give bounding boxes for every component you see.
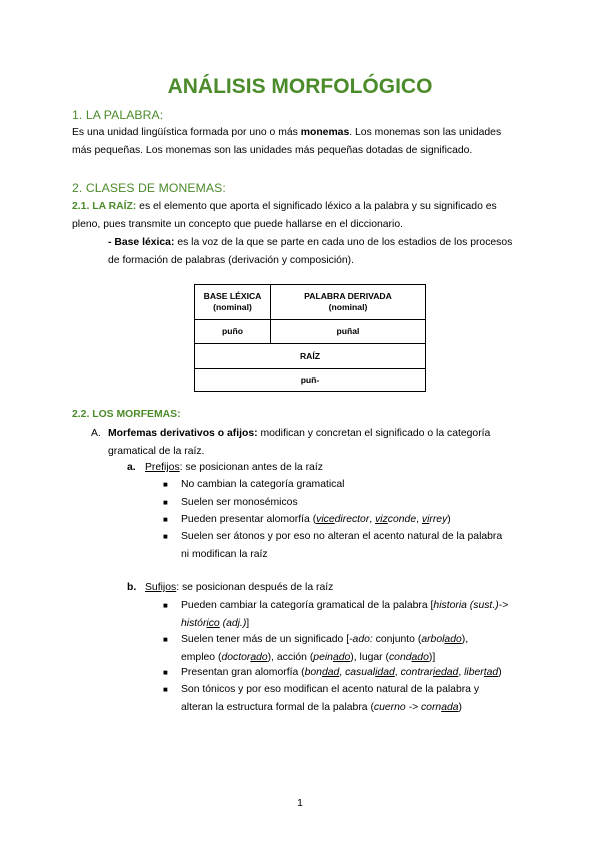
square-bullet-icon: ■ <box>163 515 168 524</box>
sufijo-item-2: Suelen tener más de un significado [-ado: conjunto (arbolado), empleo (doctorado), acción (peinado), lugar (condado)] <box>181 634 469 663</box>
sufijos-definition: Sufijos: se posicionan después de la raíz <box>145 582 334 593</box>
square-bullet-icon: ■ <box>163 498 168 507</box>
page-number: 1 <box>297 798 303 809</box>
base-lexica-definition: - Base léxica: es la voz de la que se parte en cada uno de los estadios de los procesos de formación de palabras (derivación y composición). <box>108 237 513 266</box>
prefijo-item-3: Pueden presentar alomorfía (vicedirector, vizconde, virrey) <box>181 514 451 525</box>
table-cell-punal: puñal <box>271 320 426 344</box>
afijos-definition: Morfemas derivativos o afijos: modifican y concretan el significado o la categoría gramatical de la raíz. <box>108 428 491 457</box>
sufijo-item-4: Son tónicos y por eso modifican el acento natural de la palabra y alteran la estructura formal de la palabra (cuerno -> cornada) <box>181 684 480 713</box>
morfemas-heading: 2.2. LOS MORFEMAS: <box>72 409 181 420</box>
list-marker-a: a. <box>127 462 136 473</box>
table-cell-root: puñ- <box>195 369 426 392</box>
table-header-base: BASE LÉXICA (nominal) <box>195 285 271 320</box>
prefijo-item-2: Suelen ser monosémicos <box>181 497 298 508</box>
section-heading-clases: 2. CLASES DE MONEMAS: <box>72 181 226 195</box>
lexical-table <box>194 284 426 392</box>
section-heading-palabra: 1. LA PALABRA: <box>72 108 164 122</box>
raiz-definition: 2.1. LA RAÍZ: es el elemento que aporta el significado léxico a la palabra y su significado es pleno, pues transmite un concepto que puede hallarse en el diccionario. <box>72 201 497 230</box>
table-header-derivada: PALABRA DERIVADA (nominal) <box>271 285 426 320</box>
palabra-definition: Es una unidad lingüística formada por uno o más monemas. Los monemas son las unidades más pequeñas. Los monemas son las unidades más pequeñas dotadas de significado. <box>72 127 502 156</box>
square-bullet-icon: ■ <box>163 480 168 489</box>
list-marker-b: b. <box>127 582 137 593</box>
list-marker-a-upper: A. <box>91 428 101 439</box>
table-cell-raiz-label: RAÍZ <box>195 344 426 369</box>
square-bullet-icon: ■ <box>163 601 168 610</box>
square-bullet-icon: ■ <box>163 685 168 694</box>
square-bullet-icon: ■ <box>163 532 168 541</box>
square-bullet-icon: ■ <box>163 668 168 677</box>
prefijos-definition: Prefijos: se posicionan antes de la raíz <box>145 462 323 473</box>
sufijo-item-3: Presentan gran alomorfía (bondad, casualidad, contrariedad, libertad) <box>181 667 502 678</box>
page-title: ANÁLISIS MORFOLÓGICO <box>167 75 433 98</box>
prefijo-item-1: No cambian la categoría gramatical <box>181 479 345 490</box>
table-cell-puno: puño <box>195 320 271 344</box>
sufijo-item-1: Pueden cambiar la categoría gramatical de la palabra [historia (sust.)-> histórico (adj.)] <box>181 600 509 629</box>
prefijo-item-4: Suelen ser átonos y por eso no alteran el acento natural de la palabra ni modifican la raíz <box>181 531 503 560</box>
square-bullet-icon: ■ <box>163 635 168 644</box>
